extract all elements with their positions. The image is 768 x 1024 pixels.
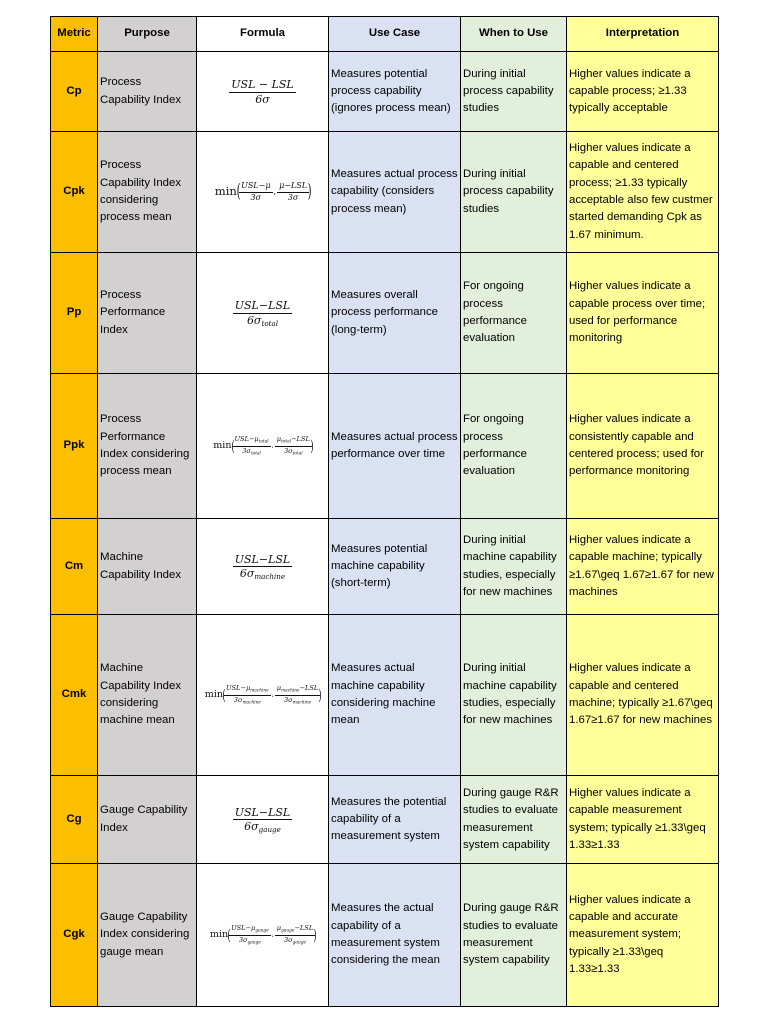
purpose-cell: Process Capability Index considering process mean [98,132,197,253]
when-to-use-cell: For ongoing process performance evaluation [461,374,567,519]
header-metric: Metric [51,17,98,52]
formula: min ( $\frac{USL-\mu_{machine}}{3\sigma_{machine}}$ , $\frac{\mu_{machine}-LSL}{3\sigma_{machine}}$ ) [204,683,322,705]
interpretation-cell: Higher values indicate a capable machine; typically ≥1.67\geq 1.67≥1.67 for new machines [567,519,719,615]
purpose-cell: Gauge Capability Index [98,776,197,864]
when-to-use-cell: During initial machine capability studies, especially for new machines [461,519,567,615]
purpose-cell: Machine Capability Index [98,519,197,615]
when-to-use-cell: For ongoing process performance evaluation [461,253,567,374]
interpretation-cell: Higher values indicate a capable and centered machine; typically ≥1.67\geq 1.67≥1.67 for new machines [567,615,719,776]
purpose-cell: Machine Capability Index considering machine mean [98,615,197,776]
metric-cell: Cpk [51,132,98,253]
header-use-case: Use Case [329,17,461,52]
interpretation-cell: Higher values indicate a capable process over time; used for performance monitoring [567,253,719,374]
use-case-cell: Measures potential machine capability (short-term) [329,519,461,615]
header-formula: Formula [197,17,329,52]
metric-cell: Ppk [51,374,98,519]
formula: min ( $\frac{\text{USL−μ}}{3\sigma}$ , $\frac{\text{μ−LSL}}{3\sigma}$ ) [214,180,312,202]
formula-cell [197,253,329,374]
formula-cell [197,864,329,1007]
use-case-cell: Measures overall process performance (long-term) [329,253,461,374]
header-purpose: Purpose [98,17,197,52]
formula-cell [197,52,329,132]
interpretation-cell: Higher values indicate a capable process; ≥1.33 typically acceptable [567,52,719,132]
use-case-cell: Measures actual machine capability considering machine mean [329,615,461,776]
when-to-use-cell: During initial process capability studies [461,52,567,132]
metric-cell: Pp [51,253,98,374]
when-to-use-cell: During gauge R&R studies to evaluate measurement system capability [461,776,567,864]
formula: min ( $\frac{USL-\mu_{gauge}}{3\sigma_{gauge}}$ , $\frac{\mu_{gauge}-LSL}{3\sigma_{gauge}}$ ) [209,923,317,945]
metric-cell: Cmk [51,615,98,776]
use-case-cell: Measures the actual capability of a measurement system considering the mean [329,864,461,1007]
table-row [51,776,719,864]
table-row [51,132,719,253]
purpose-cell: Process Capability Index [98,52,197,132]
table-row [51,615,719,776]
formula-cell [197,132,329,253]
metric-cell: Cm [51,519,98,615]
formula: $\frac{\text{USL−LSL}}{6\sigma_{machine}}$ [234,552,291,582]
metric-cell: Cp [51,52,98,132]
formula-cell [197,519,329,615]
metric-cell: Cg [51,776,98,864]
purpose-cell: Gauge Capability Index considering gauge mean [98,864,197,1007]
formula: $\frac{\text{USL−LSL}}{6\sigma_{gauge}}$ [234,805,291,835]
interpretation-cell: Higher values indicate a capable measurement system; typically ≥1.33\geq 1.33≥1.33 [567,776,719,864]
formula-cell [197,374,329,519]
formula: min ( $\frac{USL-\mu_{total}}{3\sigma_{total}}$ , $\frac{\mu_{total}-LSL}{3\sigma_{total}}$ ) [213,434,314,456]
formula-cell [197,615,329,776]
table-row [51,864,719,1007]
when-to-use-cell: During initial machine capability studies, especially for new machines [461,615,567,776]
purpose-cell: Process Performance Index considering process mean [98,374,197,519]
capability-metrics-table [50,16,719,1007]
header-row [51,17,719,52]
interpretation-cell: Higher values indicate a capable and centered process; ≥1.33 typically acceptable also few custmer started demanding Cpk as 1.67 minimum. [567,132,719,253]
when-to-use-cell: During initial process capability studies [461,132,567,253]
formula-cell [197,776,329,864]
table-row [51,52,719,132]
use-case-cell: Measures actual process capability (considers process mean) [329,132,461,253]
use-case-cell: Measures the potential capability of a measurement system [329,776,461,864]
when-to-use-cell: During gauge R&R studies to evaluate measurement system capability [461,864,567,1007]
table-row [51,374,719,519]
interpretation-cell: Higher values indicate a consistently capable and centered process; used for performance monitoring [567,374,719,519]
table-row [51,253,719,374]
purpose-cell: Process Performance Index [98,253,197,374]
use-case-cell: Measures actual process performance over time [329,374,461,519]
use-case-cell: Measures potential process capability (ignores process mean) [329,52,461,132]
table-row [51,519,719,615]
formula: $\frac{\text{USL − LSL}}{6\sigma}$ [231,78,294,106]
header-when-to-use: When to Use [461,17,567,52]
formula: $\frac{\text{USL−LSL}}{6\sigma_{total}}$ [234,299,291,329]
metric-cell: Cgk [51,864,98,1007]
header-interpretation: Interpretation [567,17,719,52]
interpretation-cell: Higher values indicate a capable and accurate measurement system; typically ≥1.33\geq 1.33≥1.33 [567,864,719,1007]
